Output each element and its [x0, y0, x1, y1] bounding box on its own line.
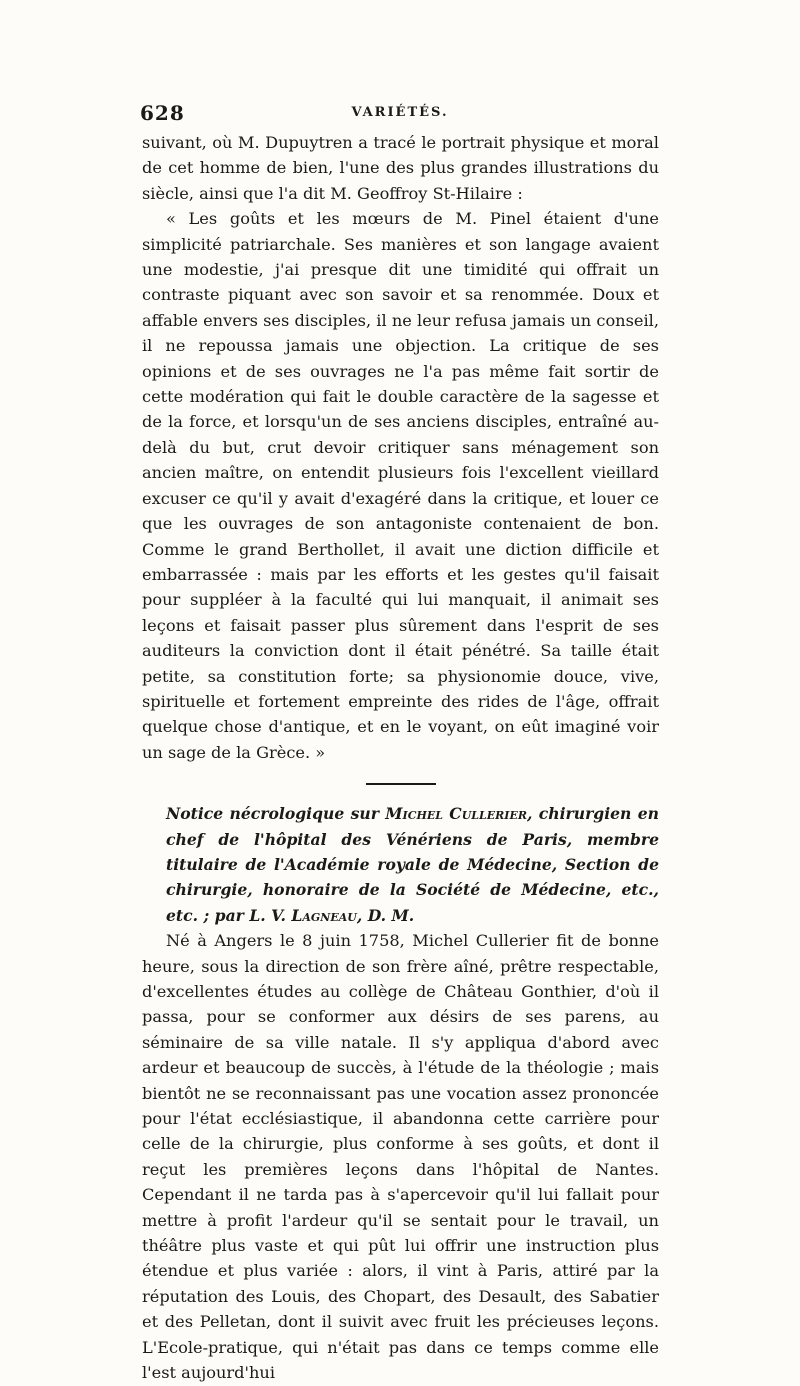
section-divider: [366, 783, 436, 785]
pinel-intro: suivant, où M. Dupuytren a tracé le portrait physique et moral de cet homme de bien, l'une des plus grandes illustrations du siècle, ainsi que l'a dit M. Geoffroy St-Hilaire :: [142, 133, 659, 203]
biography-paragraph: Né à Angers le 8 juin 1758, Michel Cullerier fit de bonne heure, sous la direction de son frère aîné, prêtre respectable, d'excellentes études au collège de Château Gonthier, d'où il passa, pour se conformer aux désirs de ses parens, au séminaire de sa ville natale. Il s'y appliqua d'abord avec ardeur et beaucoup de succès, à l'étude de la théologie ; mais bientôt ne se reconnaissant pas une vocation assez prononcée pour l'état ecclésiastique, il abandonna cette carrière pour celle de la chirurgie, plus conforme à ses goûts, et dont il reçut les premières leçons dans l'hôpital de Nantes. Cependant il ne tarda pas à s'apercevoir qu'il lui fallait pour mettre à profit l'ardeur qu'il se sentait pour le travail, un théâtre plus vaste et qui pût lui offrir une instruction plus étendue et plus variée : alors, il vint à Paris, attiré par la réputation des Louis, des Chopart, des Desault, des Sabatier et des Pelletan, dont il suivit avec fruit les précieuses leçons. L'Ecole-pratique, qui n'était pas dans ce temps comme elle l'est aujourd'hui: [142, 931, 659, 1383]
notice-title-end: , D. M.: [356, 905, 415, 925]
page-header: [140, 101, 660, 127]
running-head: VARIÉTÉS.: [351, 105, 449, 120]
notice-author-name: L. V. Lagneau: [249, 905, 357, 925]
notice-heading: [142, 801, 659, 928]
text-block: [142, 130, 659, 1386]
notice-subject-name: Michel Cullerier: [385, 804, 527, 824]
page-number: 628: [140, 101, 185, 125]
notice-title-start: Notice nécrologique sur: [166, 804, 386, 824]
notice-title-middle: , chirurgien en chef de l'hôpital des Vénériens de Paris, membre titulaire de l'Académie royale de Médecine, Section de chirurgie, honoraire de la Société de Médecine, etc., etc. ; par: [166, 804, 659, 925]
pinel-quote: « Les goûts et les mœurs de M. Pinel étaient d'une simplicité patriarchale. Ses manières et son langage avaient une modestie, j'ai presque dit une timidité qui offrait un contraste piquant avec son savoir et sa renommée. Doux et affable envers ses disciples, il ne leur refusa jamais un conseil, il ne repoussa jamais une objection. La critique de ses opinions et de ses ouvrages ne l'a pas même fait sortir de cette modération qui fait le double caractère de la sagesse et de la force, et lorsqu'un de ses anciens disciples, entraîné au-delà du but, crut devoir critiquer sans ménagement son ancien maître, on entendit plusieurs fois l'excellent vieillard excuser ce qu'il y avait d'exagéré dans la critique, et louer ce que les ouvrages de son antagoniste contenaient de bon. Comme le grand Berthollet, il avait une diction difficile et embarrassée : mais par les efforts et les gestes qu'il faisait pour suppléer à la faculté qui lui manquait, il animait ses leçons et faisait passer plus sûrement dans l'esprit de ses auditeurs la conviction dont il était pénétré. Sa taille était petite, sa constitution forte; sa physionomie douce, vive, spirituelle et fortement empreinte des rides de l'âge, offrait quelque chose d'antique, et en le voyant, on eût imaginé voir un sage de la Grèce. »: [142, 209, 659, 762]
